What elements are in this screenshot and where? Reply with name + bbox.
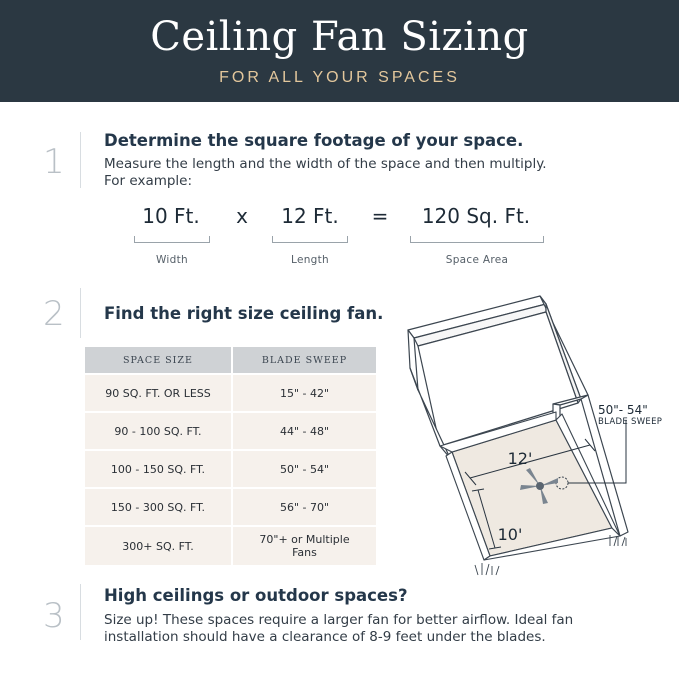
area-value: 120 Sq. Ft. (421, 204, 531, 228)
equals-sign: = (371, 204, 389, 228)
area-bracket (410, 236, 544, 243)
step-3-body: Size up! These spaces require a larger fan for better airflow. Ideal fan installation should have a clearance of 8-9 feet under the blades. (104, 612, 574, 645)
table-cell: 56" - 70" (232, 488, 376, 526)
length-label: 12' (507, 449, 533, 468)
table-cell: 90 - 100 SQ. FT. (85, 412, 232, 450)
table-row (85, 412, 376, 450)
table-cell: 44" - 48" (232, 412, 376, 450)
table-row (85, 374, 376, 412)
table-cell: 50" - 54" (232, 450, 376, 488)
step-2-divider (80, 288, 81, 338)
width-label: 10' (497, 525, 523, 544)
width-label: Width (155, 254, 188, 266)
table-header-row (85, 347, 376, 374)
fan-sizing-table (85, 347, 376, 565)
table-cell: 300+ SQ. FT. (85, 526, 232, 565)
step-1-divider (80, 132, 81, 188)
table-row (85, 526, 376, 565)
area-label: Space Area (445, 254, 509, 266)
column-header-space-size: SPACE SIZE (85, 347, 232, 374)
multiply-sign: x (236, 204, 248, 228)
plant-icon (475, 563, 499, 575)
table-cell: 15" - 42" (232, 374, 376, 412)
room-diagram (400, 292, 679, 582)
step-2-number: 2 (43, 294, 65, 334)
length-value: 12 Ft. (281, 204, 339, 228)
step-1-number: 1 (43, 142, 65, 182)
step-1-heading: Determine the square footage of your space. (104, 131, 524, 150)
width-value: 10 Ft. (142, 204, 200, 228)
step-1-body: Measure the length and the width of the space and then multiply. For example: (104, 156, 547, 189)
step-2-heading: Find the right size ceiling fan. (104, 304, 384, 323)
blade-sweep-caption: BLADE SWEEP (598, 417, 663, 427)
width-bracket (134, 236, 210, 243)
table-cell: 70"+ or Multiple Fans (232, 526, 376, 565)
table-row (85, 450, 376, 488)
length-label: Length (290, 254, 330, 266)
header-banner (0, 0, 679, 102)
table-cell: 150 - 300 SQ. FT. (85, 488, 232, 526)
length-bracket (272, 236, 348, 243)
step-3-number: 3 (43, 596, 65, 636)
fan-hub (536, 482, 544, 490)
column-header-blade-sweep: BLADE SWEEP (232, 347, 376, 374)
page-subtitle: FOR ALL YOUR SPACES (219, 69, 460, 86)
step-3-divider (80, 584, 81, 640)
table-cell: 90 SQ. FT. OR LESS (85, 374, 232, 412)
step-3-heading: High ceilings or outdoor spaces? (104, 586, 408, 605)
page-title: Ceiling Fan Sizing (150, 14, 529, 60)
table-row (85, 488, 376, 526)
blade-sweep-value: 50"- 54" (598, 403, 648, 417)
table-cell: 100 - 150 SQ. FT. (85, 450, 232, 488)
blade-sweep-callout (598, 403, 662, 427)
